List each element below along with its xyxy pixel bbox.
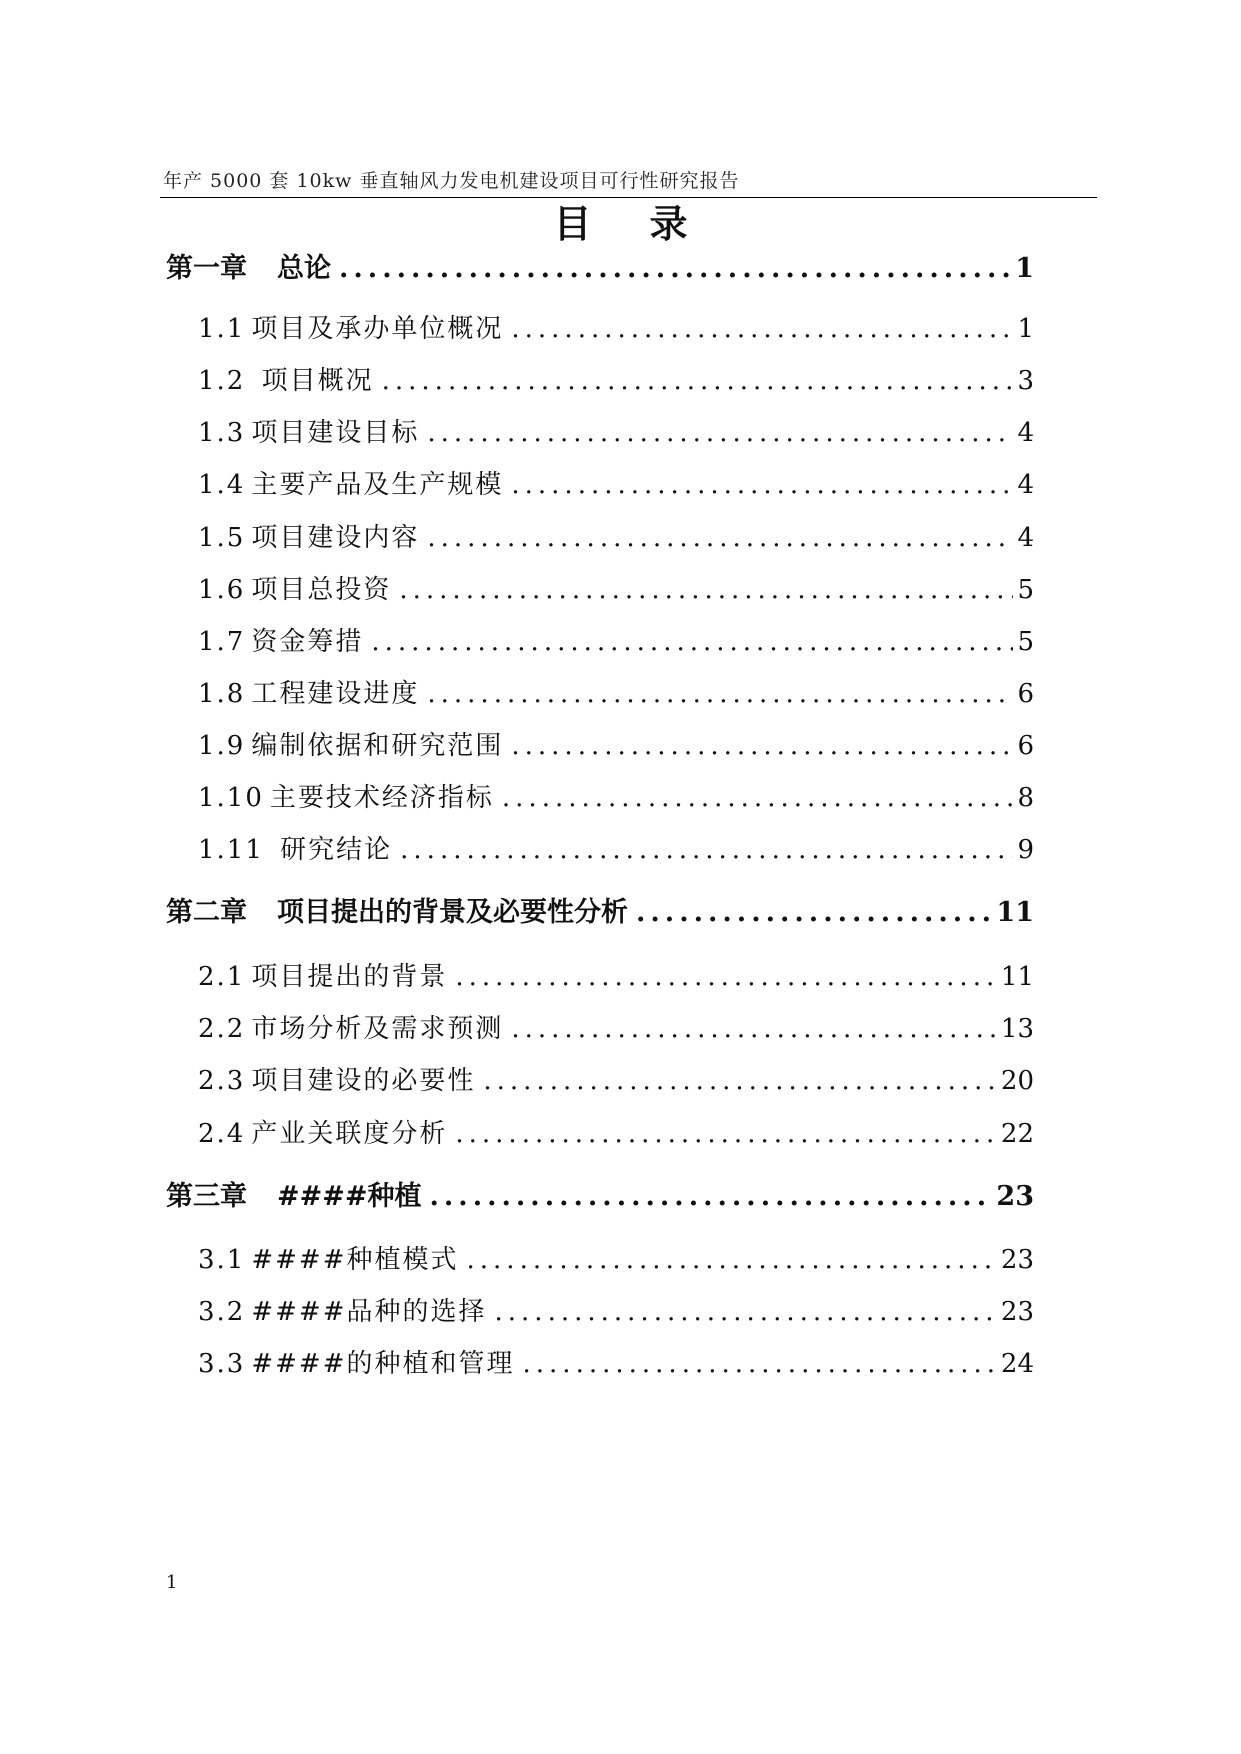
toc-section-entry[interactable] xyxy=(198,1117,1034,1151)
toc-entry-title: 项目提出的背景及必要性分析 xyxy=(277,897,628,928)
toc-entry-number: 2.1 xyxy=(198,962,246,992)
toc-entry-title: 产业关联度分析 xyxy=(251,1119,448,1149)
toc-entry-page: 4 xyxy=(1017,418,1034,448)
toc-entry-number: 1.3 xyxy=(198,418,246,448)
toc-section-entry[interactable] xyxy=(198,312,1034,346)
toc-dot-leader xyxy=(511,312,1013,346)
toc-entry-number: 2.4 xyxy=(198,1119,246,1149)
toc-entry-page: 9 xyxy=(1017,835,1034,865)
toc-entry-title: 项目概况 xyxy=(251,366,374,396)
toc-entry-page: 4 xyxy=(1017,523,1034,553)
toc-entry-number: 1.9 xyxy=(198,731,246,761)
toc-entry-title: 项目总投资 xyxy=(251,575,392,605)
toc-entry-number: 1.7 xyxy=(198,627,246,657)
toc-entry-title: ####种植模式 xyxy=(251,1245,459,1275)
toc-chapter-entry[interactable] xyxy=(166,896,1034,930)
toc-dot-leader xyxy=(511,729,1013,763)
toc-dot-leader xyxy=(339,252,1011,286)
toc-entry-page: 11 xyxy=(1000,962,1034,992)
page-number: 1 xyxy=(166,1572,178,1593)
toc-section-entry[interactable] xyxy=(198,1064,1034,1098)
toc-chapter-entry[interactable] xyxy=(166,252,1034,286)
toc-section-entry[interactable] xyxy=(198,1347,1034,1381)
toc-dot-leader xyxy=(400,833,1013,867)
toc-entry-page: 4 xyxy=(1017,470,1034,500)
toc-section-entry[interactable] xyxy=(198,1295,1034,1329)
toc-section-entry[interactable] xyxy=(198,521,1034,555)
toc-entry-number: 1.2 xyxy=(198,366,246,396)
toc-section-entry[interactable] xyxy=(198,677,1034,711)
toc-dot-leader xyxy=(430,1180,993,1214)
toc-entry-title: 市场分析及需求预测 xyxy=(251,1014,504,1044)
toc-dot-leader xyxy=(636,896,992,930)
toc-entry-page: 1 xyxy=(1017,314,1034,344)
toc-dot-leader xyxy=(427,416,1013,450)
toc-dot-leader xyxy=(427,677,1013,711)
toc-section-entry[interactable] xyxy=(198,364,1034,398)
toc-entry-page: 23 xyxy=(1000,1245,1034,1275)
toc-entry-page: 6 xyxy=(1017,679,1034,709)
toc-entry-page: 5 xyxy=(1017,627,1034,657)
toc-dot-leader xyxy=(495,1295,997,1329)
toc-section-entry[interactable] xyxy=(198,1012,1034,1046)
toc-section-entry[interactable] xyxy=(198,729,1034,763)
toc-entry-number: 2.3 xyxy=(198,1066,246,1096)
toc-entry-number: 第一章 xyxy=(166,253,247,284)
toc-entry-title: ####品种的选择 xyxy=(251,1297,487,1327)
toc-entry-number: 第二章 xyxy=(166,897,247,928)
toc-dot-leader xyxy=(399,573,1013,607)
toc-dot-leader xyxy=(371,625,1013,659)
toc-dot-leader xyxy=(455,960,997,994)
toc-entry-number: 第三章 xyxy=(166,1181,247,1212)
toc-section-entry[interactable] xyxy=(198,781,1034,815)
toc-entry-title: 研究结论 xyxy=(269,835,393,865)
toc-entry-title: 资金筹措 xyxy=(251,627,364,657)
toc-dot-leader xyxy=(511,468,1013,502)
toc-entry-number: 3.3 xyxy=(198,1349,246,1379)
toc-entry-title: 工程建设进度 xyxy=(251,679,420,709)
toc-entry-number: 2.2 xyxy=(198,1014,246,1044)
toc-entry-page: 8 xyxy=(1017,783,1034,813)
toc-entry-page: 13 xyxy=(1000,1014,1034,1044)
toc-entry-title: ####种植 xyxy=(277,1181,422,1212)
toc-dot-leader xyxy=(502,781,1014,815)
toc-entry-title: 项目建设的必要性 xyxy=(251,1066,476,1096)
toc-dot-leader xyxy=(511,1012,997,1046)
toc-title: 目录 xyxy=(553,201,746,246)
toc-entry-number: 1.10 xyxy=(198,783,264,813)
toc-entry-title: 项目建设目标 xyxy=(251,418,420,448)
toc-section-entry[interactable] xyxy=(198,468,1034,502)
toc-entry-number: 1.8 xyxy=(198,679,246,709)
toc-entry-page: 23 xyxy=(1000,1297,1034,1327)
toc-entry-number: 1.1 xyxy=(198,314,246,344)
toc-entry-page: 20 xyxy=(1000,1066,1034,1096)
toc-entry-number: 3.1 xyxy=(198,1245,246,1275)
toc-entry-page: 23 xyxy=(996,1181,1034,1212)
toc-entry-title: 项目及承办单位概况 xyxy=(251,314,504,344)
toc-entry-page: 22 xyxy=(1000,1119,1034,1149)
toc-entry-page: 5 xyxy=(1017,575,1034,605)
toc-entry-title: 主要技术经济指标 xyxy=(269,783,494,813)
toc-entry-page: 6 xyxy=(1017,731,1034,761)
toc-entry-number: 1.6 xyxy=(198,575,246,605)
toc-entry-page: 3 xyxy=(1017,366,1034,396)
toc-entry-title: 编制依据和研究范围 xyxy=(251,731,504,761)
toc-section-entry[interactable] xyxy=(198,573,1034,607)
toc-section-entry[interactable] xyxy=(198,1243,1034,1277)
toc-dot-leader xyxy=(427,521,1013,555)
toc-section-entry[interactable] xyxy=(198,833,1034,867)
toc-section-entry[interactable] xyxy=(198,960,1034,994)
toc-entry-title: ####的种植和管理 xyxy=(251,1349,515,1379)
toc-entry-number: 3.2 xyxy=(198,1297,246,1327)
toc-dot-leader xyxy=(483,1064,997,1098)
toc-entry-number: 1.4 xyxy=(198,470,246,500)
toc-entry-page: 24 xyxy=(1000,1349,1034,1379)
toc-entry-page: 1 xyxy=(1015,253,1034,284)
toc-entry-page: 11 xyxy=(996,897,1034,928)
toc-entry-title: 项目建设内容 xyxy=(251,523,420,553)
toc-dot-leader xyxy=(523,1347,997,1381)
toc-dot-leader xyxy=(382,364,1014,398)
running-header: 年产 5000 套 10kw 垂直轴风力发电机建设项目可行性研究报告 xyxy=(163,170,740,192)
toc-entry-number: 1.11 xyxy=(198,835,264,865)
toc-dot-leader xyxy=(467,1243,997,1277)
toc-entry-title: 主要产品及生产规模 xyxy=(251,470,504,500)
toc-entry-title: 项目提出的背景 xyxy=(251,962,448,992)
toc-section-entry[interactable] xyxy=(198,625,1034,659)
toc-entry-title: 总论 xyxy=(277,253,331,284)
toc-chapter-entry[interactable] xyxy=(166,1180,1034,1214)
toc-dot-leader xyxy=(455,1117,997,1151)
toc-section-entry[interactable] xyxy=(198,416,1034,450)
toc-entry-number: 1.5 xyxy=(198,523,246,553)
